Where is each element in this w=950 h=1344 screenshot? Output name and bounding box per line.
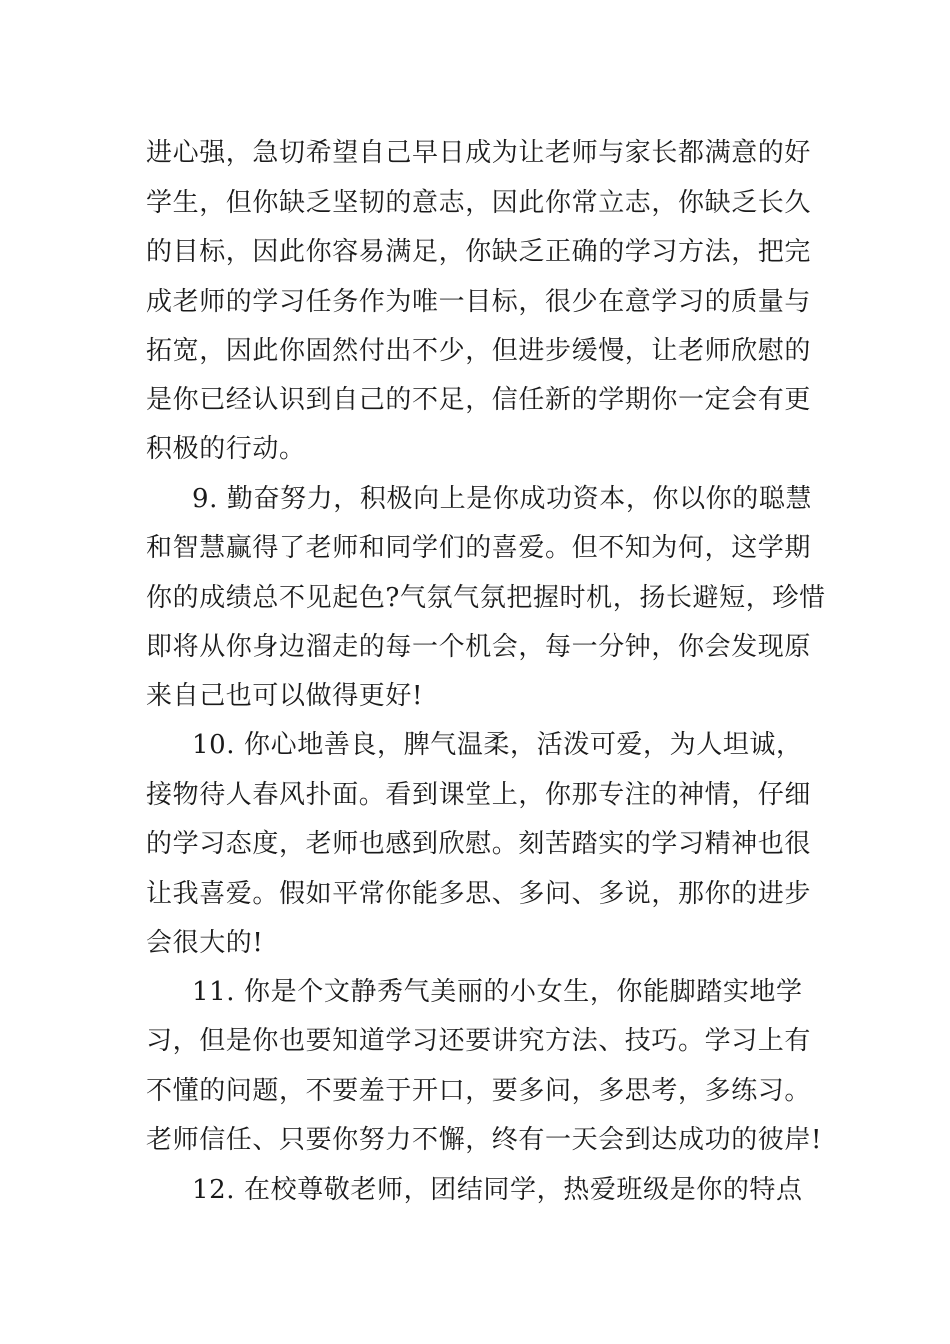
- text-line: 的目标，因此你容易满足，你缺乏正确的学习方法，把完: [146, 237, 812, 267]
- text-line: 来自己也可以做得更好!: [146, 681, 424, 711]
- item-11-line: 11. 你是个文静秀气美丽的小女生，你能脚踏实地学: [192, 977, 803, 1007]
- text-line: 会很大的!: [146, 928, 264, 958]
- text-line: 接物待人春风扑面。看到课堂上，你那专注的神情，仔细: [146, 780, 812, 810]
- text-line: 积极的行动。: [146, 434, 306, 464]
- text-line: 的学习态度，老师也感到欣慰。刻苦踏实的学习精神也很: [146, 829, 812, 859]
- text-line: 学生，但你缺乏坚韧的意志，因此你常立志，你缺乏长久: [146, 188, 812, 218]
- text-line: 成老师的学习任务作为唯一目标，很少在意学习的质量与: [146, 287, 812, 317]
- text-line: 即将从你身边溜走的每一个机会，每一分钟，你会发现原: [146, 632, 812, 662]
- text-line: 老师信任、只要你努力不懈，终有一天会到达成功的彼岸!: [146, 1125, 823, 1155]
- text-line: 是你已经认识到自己的不足，信任新的学期你一定会有更: [146, 385, 812, 415]
- item-10-line: 10. 你心地善良，脾气温柔，活泼可爱，为人坦诚，: [192, 730, 803, 760]
- text-line: 进心强，急切希望自己早日成为让老师与家长都满意的好: [146, 138, 812, 168]
- item-12-line: 12. 在校尊敬老师，团结同学，热爱班级是你的特点: [192, 1175, 803, 1205]
- text-line: 让我喜爱。假如平常你能多思、多问、多说，那你的进步: [146, 879, 812, 909]
- text-line: 拓宽，因此你固然付出不少，但进步缓慢，让老师欣慰的: [146, 336, 812, 366]
- text-line: 不懂的问题，不要羞于开口，要多问，多思考，多练习。: [146, 1076, 812, 1106]
- text-line: 你的成绩总不见起色?气氛气氛把握时机，扬长避短，珍惜: [146, 583, 826, 613]
- text-line: 和智慧赢得了老师和同学们的喜爱。但不知为何，这学期: [146, 533, 812, 563]
- text-line: 习，但是你也要知道学习还要讲究方法、技巧。学习上有: [146, 1026, 812, 1056]
- item-9-line: 9. 勤奋努力，积极向上是你成功资本，你以你的聪慧: [192, 484, 813, 514]
